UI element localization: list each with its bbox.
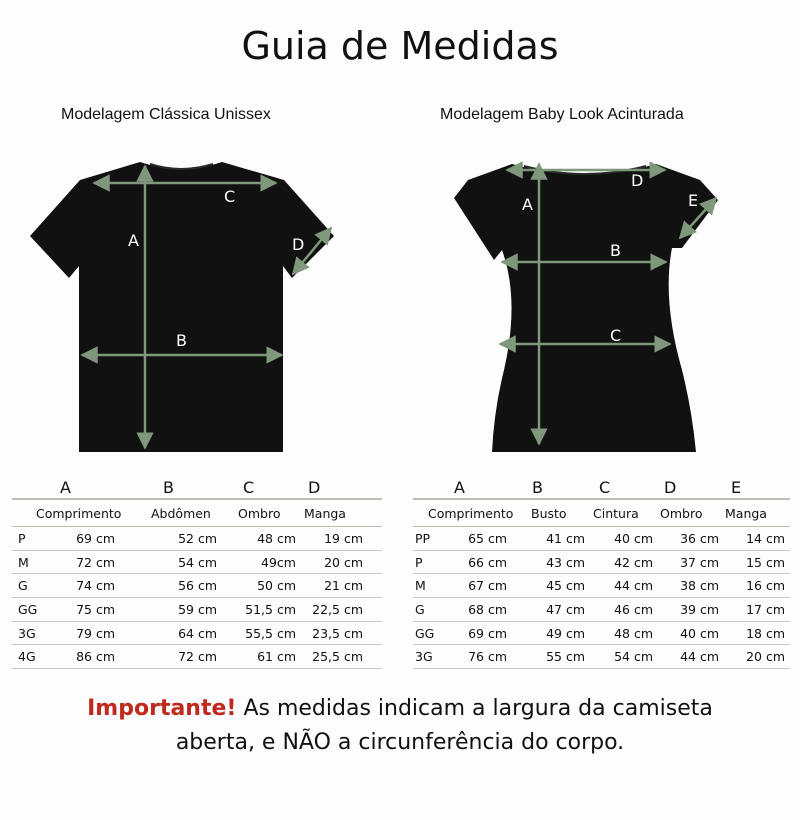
classic-subtitle: Modelagem Clássica Unissex	[61, 106, 271, 123]
measure-cell: 55 cm	[546, 649, 585, 665]
measure-cell: 36 cm	[680, 531, 719, 546]
note-line-1: As medidas indicam a largura da camiseta	[236, 696, 713, 721]
measure-cell: 42 cm	[614, 554, 653, 570]
measure-cell: 67 cm	[468, 578, 507, 594]
measure-cell: 79 cm	[76, 625, 115, 641]
classic-letter-row	[12, 478, 382, 498]
measure-cell: 21 cm	[324, 578, 363, 594]
babylook-label-d: D	[631, 171, 644, 190]
column-header: Cintura	[593, 506, 639, 521]
babylook-letter: B	[532, 478, 543, 497]
classic-letter: D	[308, 478, 321, 497]
classic-letter: B	[163, 478, 174, 497]
babylook-label-b: B	[610, 241, 621, 260]
babylook-letter: D	[664, 478, 677, 497]
measure-cell: 49 cm	[546, 625, 585, 641]
measure-cell: 19 cm	[324, 531, 363, 546]
measure-cell: 18 cm	[746, 625, 785, 641]
table-row	[413, 574, 790, 598]
size-cell: GG	[18, 602, 38, 618]
size-cell: 3G	[415, 649, 433, 665]
classic-size-table	[12, 478, 382, 669]
classic-tshirt-diagram	[0, 140, 400, 465]
size-cell: GG	[415, 625, 435, 641]
babylook-letter: E	[731, 478, 742, 497]
page-title: Guia de Medidas	[241, 24, 559, 68]
measure-cell: 48 cm	[257, 531, 296, 546]
babylook-label-c: C	[610, 326, 622, 345]
table-row	[12, 645, 382, 669]
size-cell: G	[415, 602, 425, 618]
size-cell: 3G	[18, 625, 36, 641]
measure-cell: 44 cm	[614, 578, 653, 594]
classic-label-d: D	[292, 235, 305, 254]
size-cell: 4G	[18, 649, 36, 665]
measure-cell: 20 cm	[746, 649, 785, 665]
classic-label-b: B	[176, 331, 187, 350]
size-cell: P	[415, 554, 423, 570]
classic-table-body	[12, 527, 382, 669]
babylook-label-a: A	[522, 195, 533, 214]
measure-cell: 68 cm	[468, 602, 507, 618]
measure-cell: 49cm	[261, 554, 296, 570]
measure-cell: 61 cm	[257, 649, 296, 665]
table-row	[12, 551, 382, 575]
measure-cell: 66 cm	[468, 554, 507, 570]
classic-label-c: C	[224, 187, 236, 206]
measure-cell: 54 cm	[178, 554, 217, 570]
column-header: Comprimento	[428, 506, 514, 521]
measure-cell: 39 cm	[680, 602, 719, 618]
table-row	[413, 598, 790, 622]
measure-cell: 52 cm	[178, 531, 217, 546]
babylook-table-body	[413, 527, 790, 669]
measure-cell: 47 cm	[546, 602, 585, 618]
table-row	[12, 598, 382, 622]
column-header: Manga	[304, 506, 346, 521]
measure-cell: 16 cm	[746, 578, 785, 594]
column-header: Ombro	[238, 506, 281, 521]
babylook-subtitle: Modelagem Baby Look Acinturada	[440, 106, 684, 123]
classic-letter: A	[60, 478, 71, 497]
table-row	[12, 574, 382, 598]
column-header: Busto	[531, 506, 567, 521]
measure-cell: 51,5 cm	[245, 602, 296, 618]
size-cell: M	[415, 578, 426, 594]
measure-cell: 43 cm	[546, 554, 585, 570]
table-row	[413, 551, 790, 575]
table-row	[413, 622, 790, 646]
measure-cell: 38 cm	[680, 578, 719, 594]
measure-cell: 46 cm	[614, 602, 653, 618]
measure-cell: 44 cm	[680, 649, 719, 665]
babylook-shirt-shape	[454, 164, 718, 452]
measure-cell: 59 cm	[178, 602, 217, 618]
measure-cell: 64 cm	[178, 625, 217, 641]
measure-cell: 45 cm	[546, 578, 585, 594]
table-row	[413, 645, 790, 669]
column-header: Ombro	[660, 506, 703, 521]
measure-cell: 17 cm	[746, 602, 785, 618]
measure-cell: 41 cm	[546, 531, 585, 546]
column-header: Abdômen	[151, 506, 211, 521]
note-line-2: aberta, e NÃO a circunferência do corpo.	[175, 730, 625, 755]
measure-cell: 65 cm	[468, 531, 507, 546]
size-cell: PP	[415, 531, 431, 546]
measure-cell: 15 cm	[746, 554, 785, 570]
classic-letter: C	[243, 478, 255, 497]
measure-cell: 69 cm	[468, 625, 507, 641]
measure-cell: 37 cm	[680, 554, 719, 570]
measure-cell: 76 cm	[468, 649, 507, 665]
measure-cell: 56 cm	[178, 578, 217, 594]
babylook-letter-row	[413, 478, 790, 498]
babylook-tshirt-diagram	[400, 140, 800, 460]
babylook-letter: C	[599, 478, 611, 497]
important-note	[0, 692, 800, 760]
size-cell: G	[18, 578, 28, 594]
measure-cell: 86 cm	[76, 649, 115, 665]
size-cell: P	[18, 531, 26, 546]
babylook-label-e: E	[688, 191, 699, 210]
measure-cell: 72 cm	[76, 554, 115, 570]
classic-header-row	[12, 498, 382, 527]
measure-cell: 48 cm	[614, 625, 653, 641]
measure-cell: 75 cm	[76, 602, 115, 618]
column-header: Manga	[725, 506, 767, 521]
measure-cell: 20 cm	[324, 554, 363, 570]
measure-cell: 54 cm	[614, 649, 653, 665]
size-cell: M	[18, 554, 29, 570]
measure-cell: 23,5 cm	[312, 625, 363, 641]
measure-cell: 69 cm	[76, 531, 115, 546]
measure-cell: 14 cm	[746, 531, 785, 546]
babylook-size-table	[413, 478, 790, 669]
babylook-header-row	[413, 498, 790, 527]
table-row	[12, 622, 382, 646]
measure-cell: 40 cm	[614, 531, 653, 546]
measure-cell: 22,5 cm	[312, 602, 363, 618]
babylook-letter: A	[454, 478, 465, 497]
measure-cell: 74 cm	[76, 578, 115, 594]
table-row	[413, 527, 790, 551]
measure-cell: 55,5 cm	[245, 625, 296, 641]
measure-cell: 40 cm	[680, 625, 719, 641]
classic-label-a: A	[128, 231, 139, 250]
measure-cell: 72 cm	[178, 649, 217, 665]
column-header: Comprimento	[36, 506, 122, 521]
table-row	[12, 527, 382, 551]
classic-shirt-shape	[30, 162, 334, 452]
important-label: Importante!	[87, 696, 237, 721]
measure-cell: 25,5 cm	[312, 649, 363, 665]
measure-cell: 50 cm	[257, 578, 296, 594]
